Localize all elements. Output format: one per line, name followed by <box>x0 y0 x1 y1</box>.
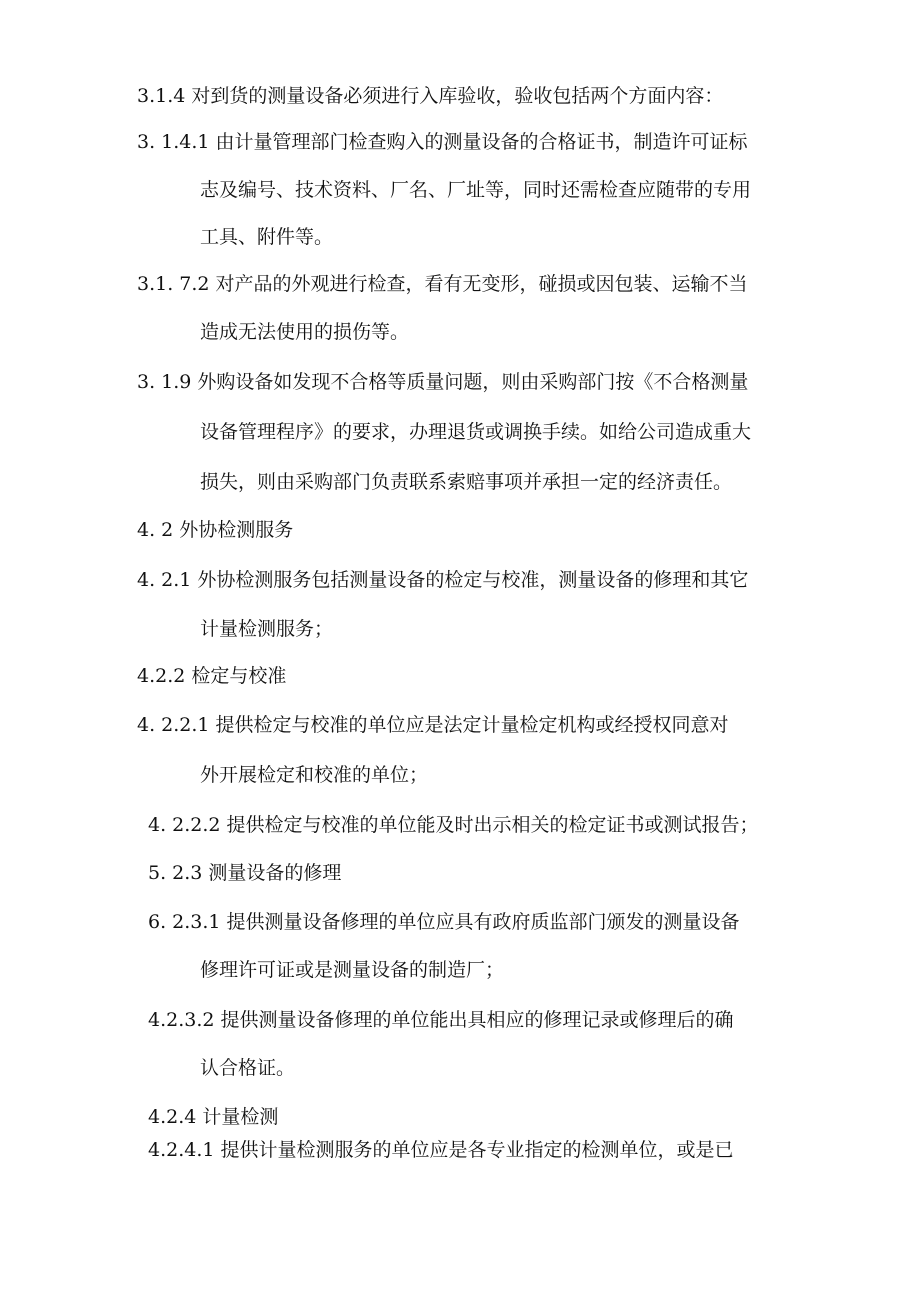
text-line: 外开展检定和校准的单位； <box>200 764 429 786</box>
section-heading: 5. 2.3 测量设备的修理 <box>148 862 342 884</box>
text-line: 计量检测服务； <box>200 618 334 640</box>
section-heading: 4. 2 外协检测服务 <box>137 519 294 541</box>
text-line: 4. 2.2.1 提供检定与校准的单位应是法定计量检定机构或经授权同意对 <box>137 714 729 736</box>
text-line: 4. 2.2.2 提供检定与校准的单位能及时出示相关的检定证书或测试报告； <box>148 814 759 836</box>
text-line: 修理许可证或是测量设备的制造厂； <box>200 959 505 981</box>
text-line: 志及编号、技术资料、厂名、厂址等，同时还需检查应随带的专用 <box>200 179 752 201</box>
text-line: 造成无法使用的损伤等。 <box>200 321 410 343</box>
text-line: 6. 2.3.1 提供测量设备修理的单位应具有政府质监部门颁发的测量设备 <box>148 911 740 933</box>
text-line: 4.2.3.2 提供测量设备修理的单位能出具相应的修理记录或修理后的确 <box>148 1009 734 1031</box>
text-line: 工具、附件等。 <box>200 226 334 248</box>
text-line: 3.1.4 对到货的测量设备必须进行入库验收，验收包括两个方面内容： <box>137 85 724 107</box>
section-heading: 4.2.4 计量检测 <box>148 1106 279 1128</box>
text-line: 认合格证。 <box>200 1057 296 1079</box>
text-line: 3.1. 7.2 对产品的外观进行检查，看有无变形，碰损或因包装、运输不当 <box>137 273 748 295</box>
text-line: 3. 1.4.1 由计量管理部门检查购入的测量设备的合格证书，制造许可证标 <box>137 131 748 153</box>
section-heading: 4.2.2 检定与校准 <box>137 665 287 687</box>
text-line: 损失，则由采购部门负责联系索赔事项并承担一定的经济责任。 <box>200 471 733 493</box>
text-line: 3. 1.9 外购设备如发现不合格等质量问题，则由采购部门按《不合格测量 <box>137 371 749 393</box>
text-line: 4.2.4.1 提供计量检测服务的单位应是各专业指定的检测单位，或是已 <box>148 1139 734 1161</box>
text-line: 设备管理程序》的要求，办理退货或调换手续。如给公司造成重大 <box>200 421 752 443</box>
text-line: 4. 2.1 外协检测服务包括测量设备的检定与校准，测量设备的修理和其它 <box>137 569 749 591</box>
